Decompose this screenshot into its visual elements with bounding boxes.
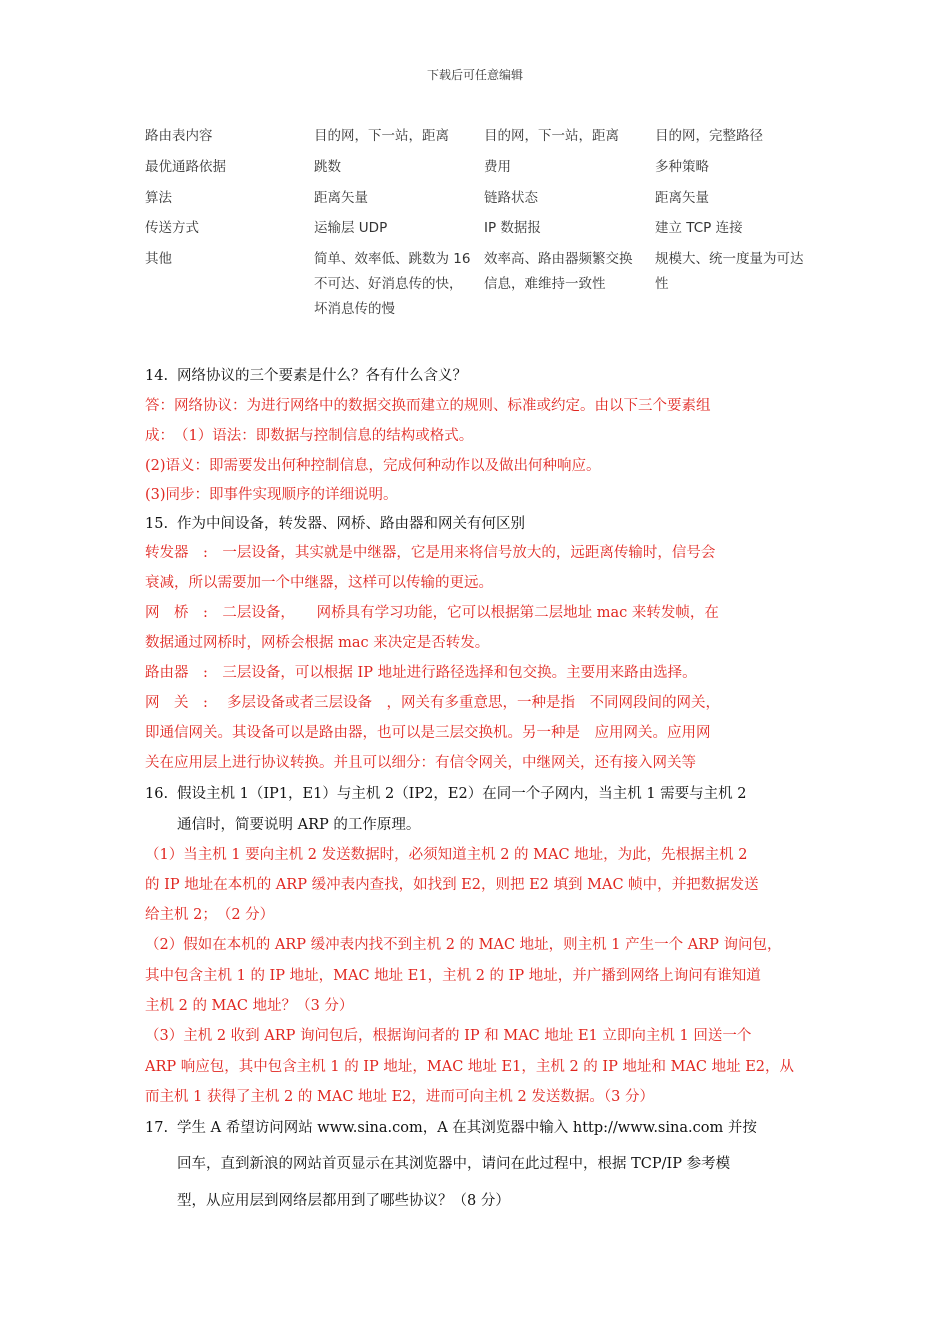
answer-line: （2）假如在本机的 ARP 缓冲表内找不到主机 2 的 MAC 地址，则主机 1 产生一个 ARP 询问包， [145, 937, 782, 953]
table-cell-label: 传送方式 [145, 220, 199, 236]
table-cell-bgp: 距离矢量 [655, 190, 709, 206]
page-header: 下载后可任意编辑 [426, 68, 523, 82]
answer-line: 其中包含主机 1 的 IP 地址，MAC 地址 E1，主机 2 的 IP 地址，并广播到网络上询问有谁知道 [145, 968, 761, 984]
answer-line: 成： （1）语法：即数据与控制信息的结构或格式。 [145, 428, 474, 444]
table-cell-line: 性 [655, 276, 669, 292]
table-cell-label: 最优通路依据 [145, 159, 226, 175]
answer-line: 即通信网关。其设备可以是路由器，也可以是三层交换机。另一种是 应用网关。应用网 [145, 725, 711, 741]
table-cell-rip: 跳数 [314, 159, 341, 175]
answer-line: 网 桥 : 二层设备， 网桥具有学习功能，它可以根据第二层地址 mac 来转发帧，在 [145, 605, 719, 621]
table-cell-line: 简单、效率低、跳数为 16 [314, 251, 471, 267]
question-14 [145, 361, 815, 391]
question-text: 学生 A 希望访问网站 www.sina.com，A 在其浏览器中输入 http://www.sina.com 并按 [177, 1120, 757, 1136]
table-cell-line: 坏消息传的慢 [314, 301, 395, 317]
question-text: 型，从应用层到网络层都用到了哪些协议？（8 分） [177, 1193, 510, 1209]
answer-line: 的 IP 地址在本机的 ARP 缓冲表内查找，如找到 E2，则把 E2 填到 MAC 帧中，并把数据发送 [145, 877, 759, 893]
table-cell-line: 不可达、好消息传的快， [314, 276, 463, 292]
answer-line: 主机 2 的 MAC 地址？（3 分） [145, 998, 354, 1014]
answer-line: ARP 响应包，其中包含主机 1 的 IP 地址，MAC 地址 E1，主机 2 的 IP 地址和 MAC 地址 E2，从 [145, 1059, 795, 1075]
answer-line: 网 关 : 多层设备或者三层设备 ，网关有多重意思，一种是指 不同网段间的网关， [145, 695, 720, 711]
table-cell-bgp: 多种策略 [655, 159, 709, 175]
answer-line: 数据通过网桥时，网桥会根据 mac 来决定是否转发。 [145, 635, 490, 651]
question-text: 假设主机 1（IP1，E1）与主机 2（IP2，E2）在同一个子网内，当主机 1 需要与主机 2 [177, 786, 747, 802]
table-cell-label: 其他 [145, 251, 172, 267]
table-cell-line: 效率高、路由器频繁交换 [484, 251, 633, 267]
question-text: 作为中间设备，转发器、网桥、路由器和网关有何区别 [177, 516, 525, 532]
question-number: 15. [145, 516, 169, 532]
question-number: 16. [145, 786, 169, 802]
table-cell-bgp: 目的网，完整路径 [655, 128, 763, 144]
question-text: 通信时，简要说明 ARP 的工作原理。 [177, 817, 421, 833]
table-cell-rip [314, 247, 482, 322]
table-cell-ospf [484, 247, 652, 297]
answer-line: (3)同步：即事件实现顺序的详细说明。 [145, 487, 398, 503]
table-cell-line: 规模大、统一度量为可达 [655, 251, 804, 267]
table-cell-rip: 运输层 UDP [314, 220, 388, 236]
table-cell-ospf: 目的网，下一站，距离 [484, 128, 619, 144]
table-cell-bgp: 建立 TCP 连接 [655, 220, 743, 236]
table-cell-bgp [655, 247, 823, 297]
question-number: 14. [145, 368, 169, 384]
question-15 [145, 509, 815, 539]
answer-line: (2)语义：即需要发出何种控制信息，完成何种动作以及做出何种响应。 [145, 458, 601, 474]
question-17 [145, 1113, 815, 1143]
answer-line: （3）主机 2 收到 ARP 询问包后，根据询问者的 IP 和 MAC 地址 E1 立即向主机 1 回送一个 [145, 1028, 752, 1044]
answer-line: 给主机 2； （2 分） [145, 907, 275, 923]
answer-line: 衰减，所以需要加一个中继器，这样可以传输的更远。 [145, 575, 493, 591]
answer-line: 答：网络协议：为进行网络中的数据交换而建立的规则、标准或约定。由以下三个要素组 [145, 398, 711, 414]
table-cell-ospf: IP 数据报 [484, 220, 541, 236]
answer-line: （1）当主机 1 要向主机 2 发送数据时，必须知道主机 2 的 MAC 地址，为此，先根据主机 2 [145, 847, 748, 863]
table-cell-line: 信息，难维持一致性 [484, 276, 606, 292]
answer-line: 而主机 1 获得了主机 2 的 MAC 地址 E2，进而可向主机 2 发送数据。（3 分） [145, 1089, 654, 1105]
question-16 [145, 779, 815, 809]
question-text: 回车，直到新浪的网站首页显示在其浏览器中，请问在此过程中，根据 TCP/IP 参考模 [177, 1156, 731, 1172]
question-number: 17. [145, 1120, 169, 1136]
table-cell-rip: 距离矢量 [314, 190, 368, 206]
answer-line: 关在应用层上进行协议转换。并且可以细分：有信令网关，中继网关，还有接入网关等 [145, 755, 696, 771]
table-cell-ospf: 费用 [484, 159, 511, 175]
table-cell-label: 路由表内容 [145, 128, 213, 144]
answer-line: 路由器 : 三层设备，可以根据 IP 地址进行路径选择和包交换。主要用来路由选择。 [145, 665, 697, 681]
answer-line: 转发器 : 一层设备，其实就是中继器，它是用来将信号放大的，远距离传输时，信号会 [145, 545, 716, 561]
question-text: 网络协议的三个要素是什么？各有什么含义？ [177, 368, 467, 384]
table-cell-label: 算法 [145, 190, 172, 206]
table-cell-rip: 目的网，下一站，距离 [314, 128, 449, 144]
table-cell-ospf: 链路状态 [484, 190, 538, 206]
